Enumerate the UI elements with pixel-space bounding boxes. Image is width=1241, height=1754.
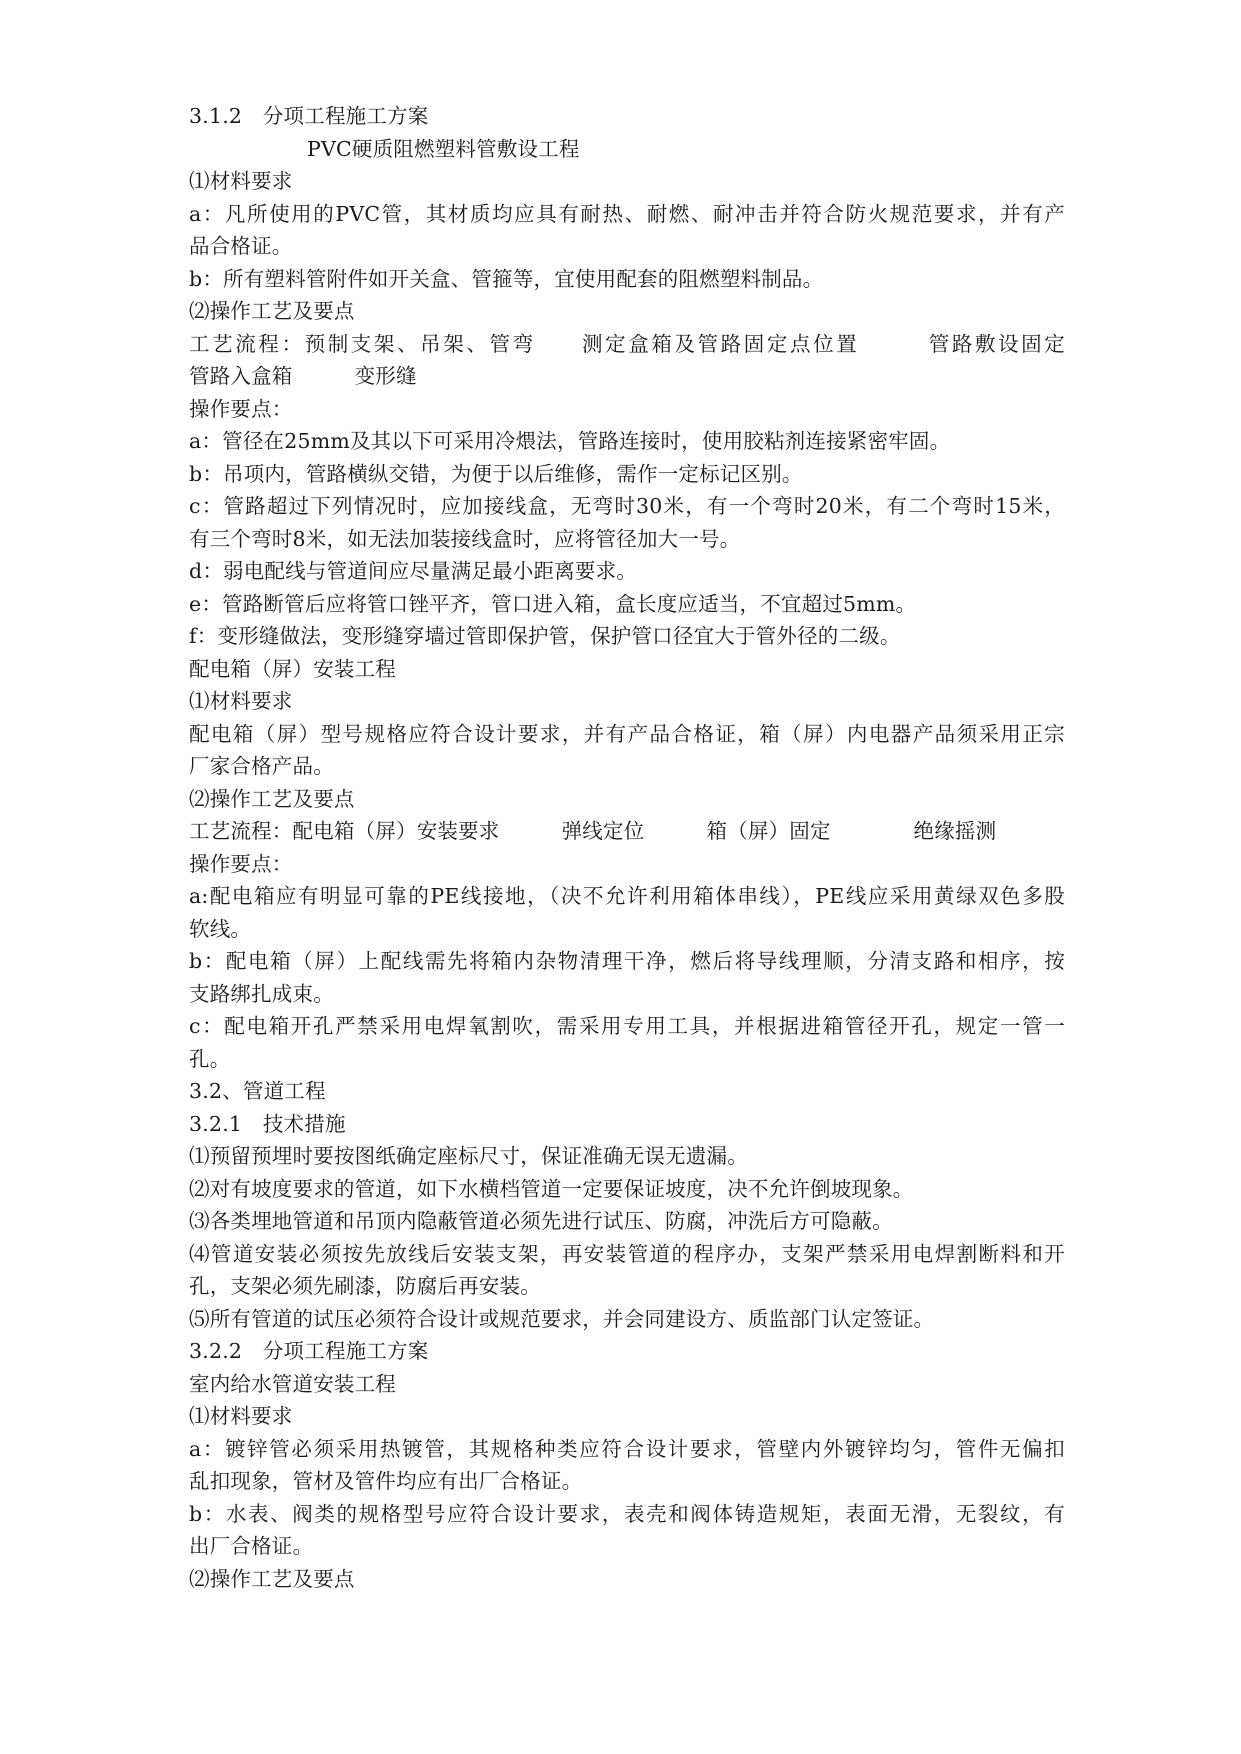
process-flow-line: 工艺流程：配电箱（屏）安装要求 弹线定位 箱（屏）固定 绝缘摇测 (189, 819, 997, 843)
sub-heading: 操作要点： (189, 851, 293, 876)
sub-heading: 操作要点： (189, 396, 293, 421)
subsection-heading: 3.2.2 分项工程施工方案 (189, 1339, 429, 1363)
paragraph-line: 孔。 (189, 1046, 231, 1071)
section-heading: 3.2、管道工程 (189, 1079, 326, 1103)
paragraph-line: 出厂合格证。 (189, 1534, 314, 1558)
document-page (189, 100, 1065, 1595)
paragraph-line: 有三个弯时8米，如无法加装接线盒时，应将管径加大一号。 (189, 526, 741, 551)
sub-heading: ⑴材料要求 (189, 1404, 293, 1428)
paragraph-line: b：配电箱（屏）上配线需先将箱内杂物清理干净，燃后将导线理顺，分清支路和相序，按 (189, 949, 1065, 973)
paragraph-line: b：水表、阀类的规格型号应符合设计要求，表壳和阀体铸造规矩，表面无滑，无裂纹，有 (189, 1501, 1065, 1526)
list-item: ⑸所有管道的试压必须符合设计或规范要求，并会同建设方、质监部门认定签证。 (189, 1306, 935, 1331)
paragraph-line: 品合格证。 (189, 234, 293, 258)
paragraph-line: e：管路断管后应将管口锉平齐，管口进入箱，盒长度应适当，不宜超过5mm。 (189, 591, 917, 616)
paragraph-line: c：管路超过下列情况时，应加接线盒，无弯时30米，有一个弯时20米，有二个弯时15米， (189, 494, 1065, 518)
process-flow-line: 工艺流程：预制支架、吊架、管弯 测定盒箱及管路固定点位置 管路敷设固定 (189, 331, 1065, 356)
sub-heading: ⑵操作工艺及要点 (189, 1566, 355, 1591)
subsection-heading: 3.2.1 技术措施 (189, 1111, 346, 1136)
paragraph-line: 厂家合格产品。 (189, 754, 334, 778)
list-item: ⑶各类埋地管道和吊顶内隐蔽管道必须先进行试压、防腐，冲洗后方可隐蔽。 (189, 1209, 893, 1233)
paragraph-line: 软线。 (189, 916, 252, 941)
paragraph-line: b：所有塑料管附件如开关盒、管箍等，宜使用配套的阻燃塑料制品。 (189, 266, 824, 291)
paragraph-line: 乱扣现象，管材及管件均应有出厂合格证。 (189, 1469, 583, 1493)
paragraph-line: a:配电箱应有明显可靠的PE线接地，（决不允许利用箱体串线），PE线应采用黄绿双色多股 (189, 884, 1065, 908)
paragraph-line: 配电箱（屏）型号规格应符合设计要求，并有产品合格证，箱（屏）内电器产品须采用正宗 (189, 721, 1065, 746)
paragraph-line: 支路绑扎成束。 (189, 981, 334, 1006)
item-title: 室内给水管道安装工程 (189, 1371, 396, 1396)
item-title: PVC硬质阻燃塑料管敷设工程 (307, 136, 580, 161)
sub-heading: ⑵操作工艺及要点 (189, 786, 355, 811)
list-item: ⑷管道安装必须按先放线后安装支架，再安装管道的程序办，支架严禁采用电焊割断料和开 (189, 1241, 1065, 1266)
paragraph-line: f：变形缝做法，变形缝穿墙过管即保护管，保护管口径宜大于管外径的二级。 (189, 624, 901, 648)
subsection-heading: 3.1.2 分项工程施工方案 (189, 104, 429, 128)
process-flow-line: 管路入盒箱 变形缝 (189, 364, 417, 388)
sub-heading: ⑴材料要求 (189, 169, 293, 193)
list-item: ⑵对有坡度要求的管道，如下水横档管道一定要保证坡度，决不允许倒坡现象。 (189, 1176, 914, 1201)
paragraph-line: a：镀锌管必须采用热镀管，其规格种类应符合设计要求，管壁内外镀锌均匀，管件无偏扣 (189, 1436, 1065, 1461)
sub-heading: ⑵操作工艺及要点 (189, 299, 355, 323)
paragraph-line: d：弱电配线与管道间应尽量满足最小距离要求。 (189, 559, 638, 583)
paragraph-line: c：配电箱开孔严禁采用电焊氧割吹，需采用专用工具，并根据进箱管径开孔，规定一管一 (189, 1014, 1065, 1038)
paragraph-line: a：凡所使用的PVC管，其材质均应具有耐热、耐燃、耐冲击并符合防火规范要求，并有产 (189, 201, 1065, 226)
paragraph-line: b：吊项内，管路横纵交错，为便于以后维修，需作一定标记区别。 (189, 461, 803, 486)
paragraph-line: a：管径在25mm及其以下可采用冷煨法，管路连接时，使用胶粘剂连接紧密牢固。 (189, 429, 951, 453)
list-item: 孔，支架必须先刷漆，防腐后再安装。 (189, 1274, 541, 1298)
sub-heading: ⑴材料要求 (189, 689, 293, 713)
item-title: 配电箱（屏）安装工程 (189, 656, 396, 681)
list-item: ⑴预留预埋时要按图纸确定座标尺寸，保证准确无误无遗漏。 (189, 1144, 748, 1168)
